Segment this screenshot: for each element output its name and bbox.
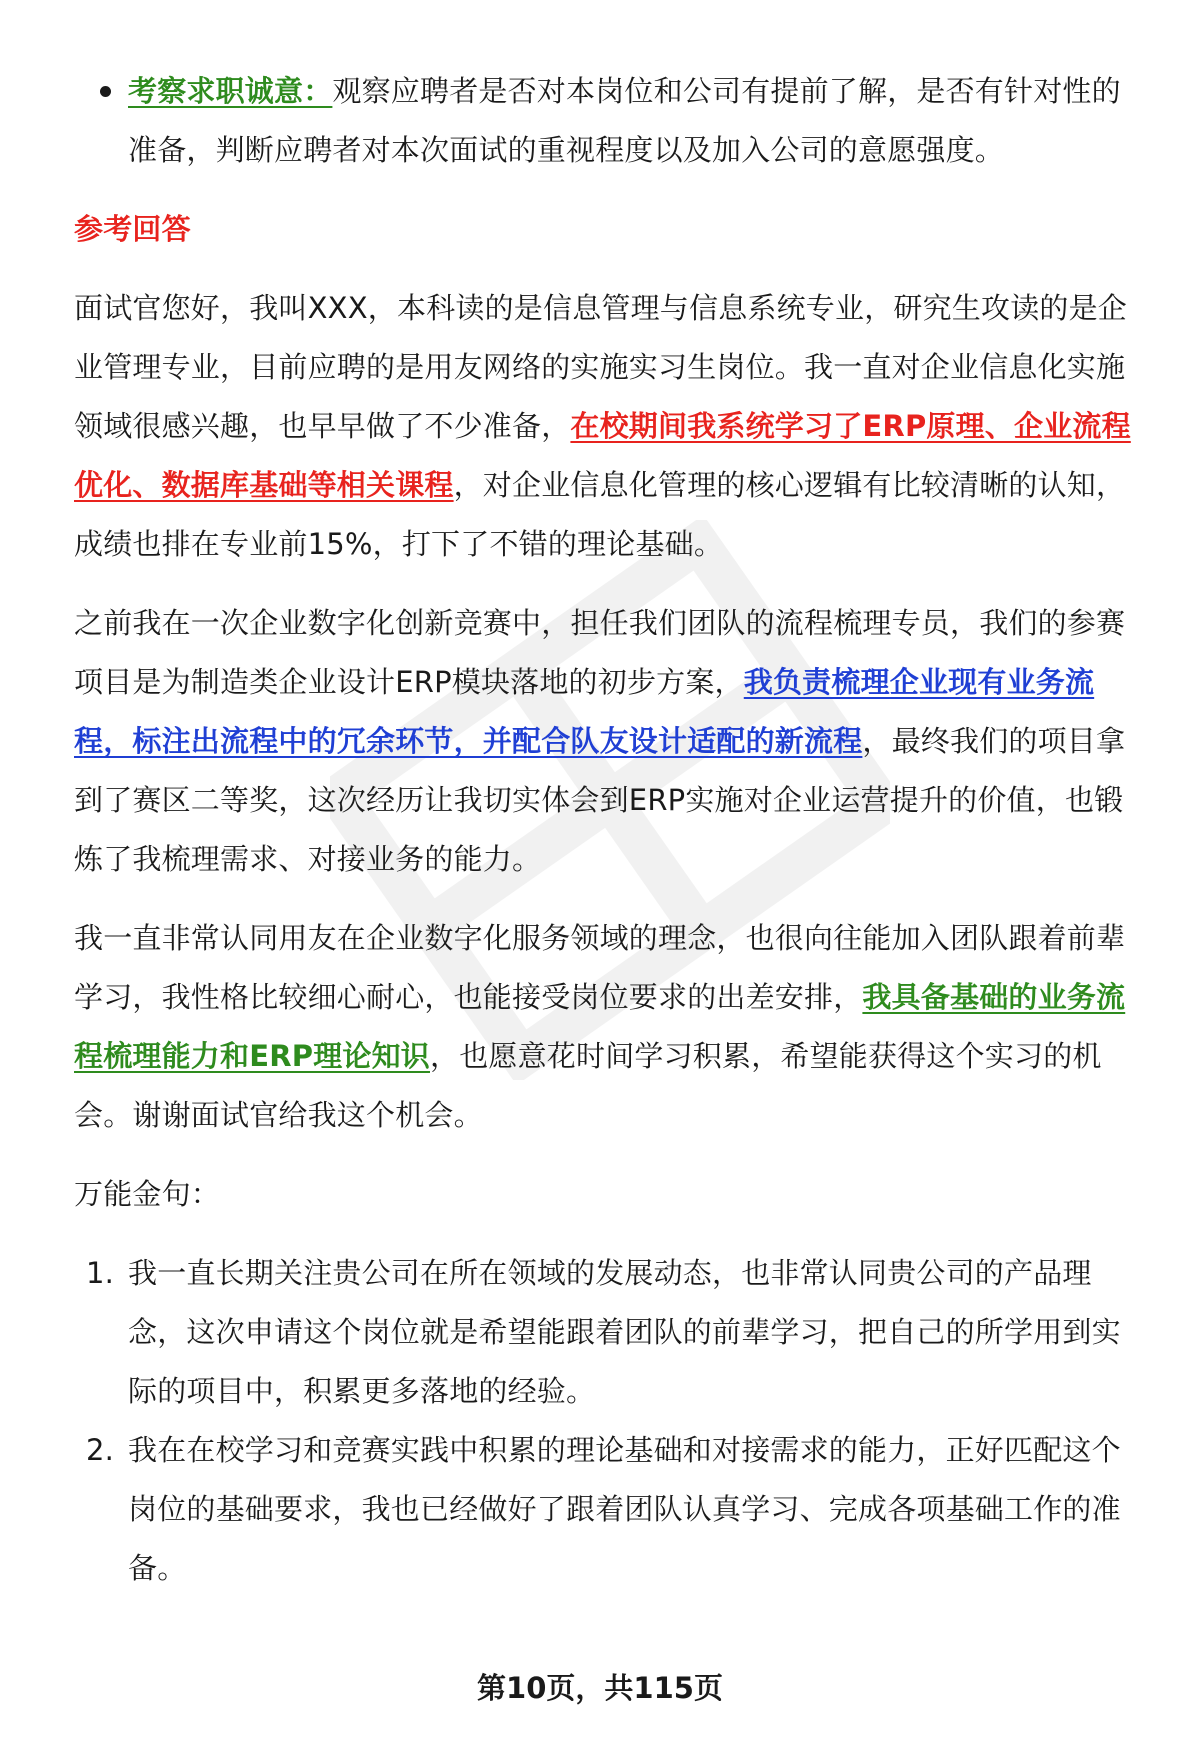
answer-paragraph-3 (74, 909, 1144, 1145)
document-content (74, 62, 1144, 1598)
golden-list (74, 1244, 1144, 1598)
para2-highlight: 我负责梳理企业现有业务流程，标注出流程中的冗余环节，并配合队友设计适配的新流程 (74, 665, 1095, 758)
para1-highlight: 在校期间我系统学习了ERP原理、企业流程优化、数据库基础等相关课程 (74, 409, 1131, 502)
para2-text-after: ，最终我们的项目拿到了赛区二等奖，这次经历让我切实体会到ERP实施对企业运营提升的价值，也锻炼了我梳理需求、对接业务的能力。 (74, 724, 1126, 876)
list-item-text: 我一直长期关注贵公司在所在领域的发展动态，也非常认同贵公司的产品理念，这次申请这个岗位就是希望能跟着团队的前辈学习，把自己的所学用到实际的项目中，积累更多落地的经验。 (128, 1256, 1121, 1408)
golden-heading: 万能金句： (74, 1177, 221, 1211)
list-item-number: 1. (86, 1256, 115, 1290)
page-footer: 第10页，共115页 (477, 1671, 723, 1705)
list-item (74, 1244, 1144, 1421)
para1-text-before: 面试官您好，我叫XXX，本科读的是信息管理与信息系统专业，研究生攻读的是企业管理专业，目前应聘的是用友网络的实施实习生岗位。我一直对企业信息化实施领域很感兴趣，也早早做了不少准备， (74, 291, 1128, 443)
bullet-text: 观察应聘者是否对本岗位和公司有提前了解，是否有针对性的准备，判断应聘者对本次面试的重视程度以及加入公司的意愿强度。 (128, 74, 1121, 167)
list-item-text: 我在在校学习和竞赛实践中积累的理论基础和对接需求的能力，正好匹配这个岗位的基础要求，我也已经做好了跟着团队认真学习、完成各项基础工作的准备。 (128, 1433, 1121, 1585)
list-item-number: 2. (86, 1433, 115, 1467)
para1-text-after: ，对企业信息化管理的核心逻辑有比较清晰的认知，成绩也排在专业前15%，打下了不错的理论基础。 (74, 468, 1126, 561)
answer-paragraph-2 (74, 594, 1144, 889)
para2-text-before: 之前我在一次企业数字化创新竞赛中，担任我们团队的流程梳理专员，我们的参赛项目是为制造类企业设计ERP模块落地的初步方案， (74, 606, 1126, 699)
answer-paragraph-1 (74, 279, 1144, 574)
bullet-item-sincerity (74, 62, 1144, 180)
bullet-dot-icon (100, 86, 111, 97)
para3-highlight: 我具备基础的业务流程梳理能力和ERP理论知识 (74, 980, 1126, 1073)
list-item (74, 1421, 1144, 1598)
answer-heading: 参考回答 (74, 212, 191, 246)
bullet-label: 考察求职诚意： (128, 74, 333, 108)
para3-text-after: ，也愿意花时间学习积累，希望能获得这个实习的机会。谢谢面试官给我这个机会。 (74, 1039, 1102, 1132)
para3-text-before: 我一直非常认同用友在企业数字化服务领域的理念，也很向往能加入团队跟着前辈学习，我性格比较细心耐心，也能接受岗位要求的出差安排， (74, 921, 1126, 1014)
